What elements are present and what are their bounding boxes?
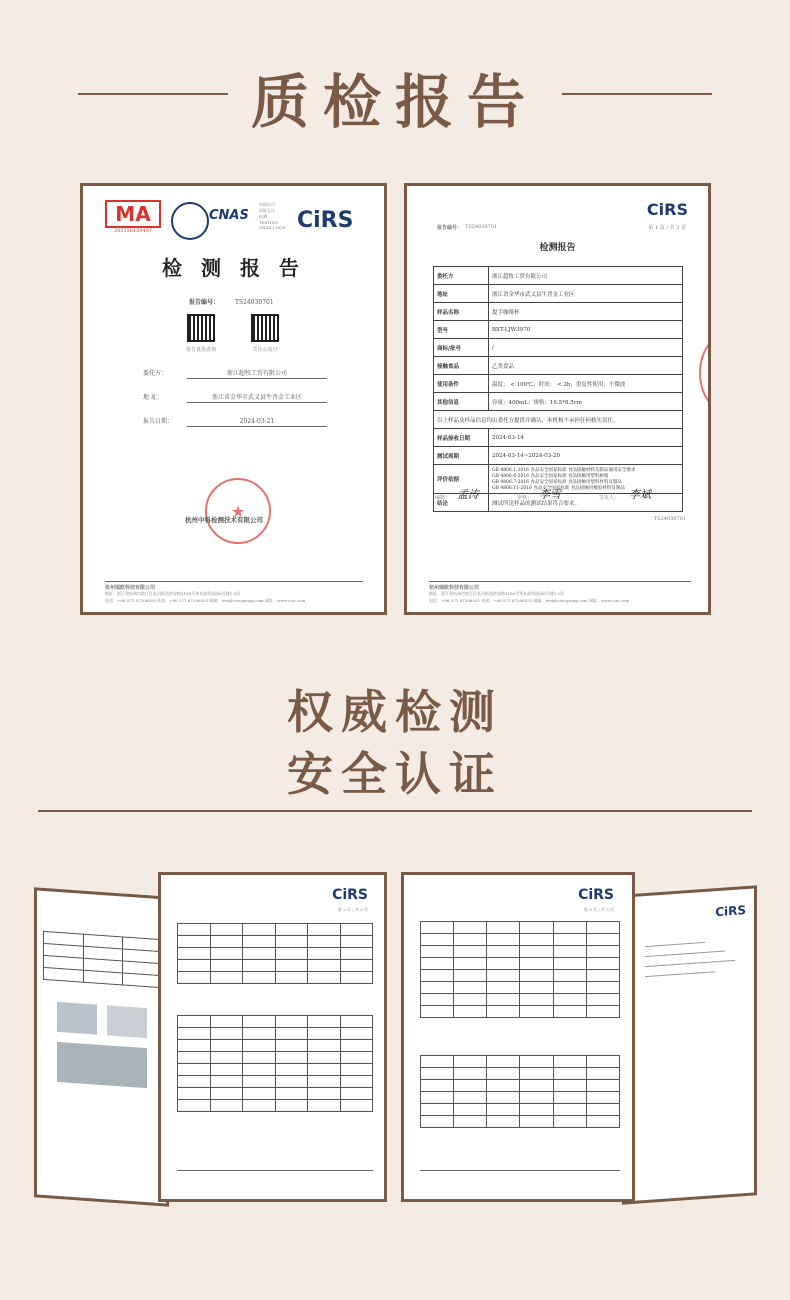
cnas-text: CNAS: [209, 208, 249, 223]
row-value: 浙江超牧工贸有限公司: [489, 267, 683, 285]
row-key: 使用条件: [434, 375, 489, 393]
report-cover: [80, 183, 387, 615]
report-footer-company: 杭州瑞欧科技有限公司: [429, 585, 480, 591]
sign3-label: 签发人：: [599, 495, 620, 501]
page2-cirs-logo: CiRS: [332, 887, 368, 903]
row-value: 2024-03-14: [489, 429, 683, 447]
table-row: [434, 339, 683, 357]
text-line: [645, 951, 725, 958]
report-no: TS24030701: [465, 224, 498, 230]
page3-table-1: [420, 921, 620, 1018]
cover-footer-tel: 电话：+86 571 87206555 传真：+86 571 87206533 邮箱：test@cirs-group.com 网址：www.cirs.com: [105, 598, 306, 603]
row-key: 商标/批号: [434, 339, 489, 357]
sample-photo-3: [57, 1042, 147, 1088]
sign2-signature: 李雪: [539, 488, 561, 501]
mini-table-left: [43, 931, 163, 988]
row-value: /: [489, 339, 683, 357]
page3-page-number: 第 3 页 / 共 3 页: [583, 907, 614, 912]
date-label: 报告日期：: [143, 418, 174, 425]
report-page-1: [404, 183, 711, 615]
row-key: 测试周期: [434, 447, 489, 465]
stamp-star-icon: ★: [230, 501, 246, 521]
page2-page-number: 第 2 页 / 共 3 页: [337, 907, 368, 912]
row-key: 委托方: [434, 267, 489, 285]
bottom-doc-page-3: [401, 872, 635, 1202]
row-value: 提手咖啡杯: [489, 303, 683, 321]
page3-cirs-logo: CiRS: [578, 887, 614, 903]
row-key: 样品名称: [434, 303, 489, 321]
table-row: [434, 447, 683, 465]
qr2-caption: 关注公众号: [252, 347, 278, 353]
row-value: 测试所送样品的测试结果符合要求。: [489, 494, 683, 512]
row-key: 接触食品: [434, 357, 489, 375]
row-value: 温度： < 100℃；时间： < 2h；重复性使用；不微波: [489, 375, 683, 393]
cover-report-no: TS24030701: [235, 299, 274, 306]
row-value: BXT-LJW3970: [489, 321, 683, 339]
sign1-label: 编制：: [435, 495, 451, 501]
section-divider: [38, 810, 752, 812]
page3-table-2: [420, 1055, 620, 1128]
cirs-logo: CiRS: [297, 208, 354, 233]
row-value: GB 4806.1-2016 食品安全国家标准 食品接触材料及制品通用安全要求 GB 4806.6-2016 食品安全国家标准 食品接触用塑料树脂 GB 4806.7-2016 食品安全国家标准 食品接触用塑料材料及制品 GB 4806.11-2016 食品安全国家标准 食品接触用橡胶材料及制品: [489, 465, 683, 494]
slogan-line-2: 安全认证: [287, 747, 503, 801]
row-key: 型号: [434, 321, 489, 339]
bottom-doc-far-left: [34, 887, 169, 1206]
table-row: [434, 285, 683, 303]
row-value: 浙江省金华市武义县牛背金工业区: [489, 285, 683, 303]
report-title: 检测报告: [539, 243, 576, 253]
table-row: [434, 429, 683, 447]
page3-footer-divider: [420, 1170, 620, 1171]
row-value: 乙类食品: [489, 357, 683, 375]
table-row: [434, 267, 683, 285]
table-row: [434, 375, 683, 393]
cma-logo: [105, 200, 161, 238]
client-value: 浙江超牧工贸有限公司: [187, 370, 327, 379]
address-label: 地 址：: [143, 394, 163, 401]
cover-report-no-label: 报告编号：: [189, 299, 220, 306]
address-value: 浙江省金华市武义县牛背金工业区: [187, 394, 327, 403]
row-value: 容量：400mL；规格：16.5*8.5cm: [489, 393, 683, 411]
cover-company: 杭州中科检测技术有限公司: [185, 516, 263, 524]
report-footer-divider: [429, 581, 691, 582]
client-label: 委托方：: [143, 370, 168, 377]
table-row: [434, 357, 683, 375]
row-note: 以上样品及样品信息均由委托方提供并确认，本机构不承担任何核实责任。: [434, 411, 683, 429]
official-stamp: [205, 478, 271, 544]
qr1-caption: 报告真伪查询: [185, 347, 216, 353]
sign2-label: 审核：: [517, 495, 533, 501]
cnas-caption: 中国认可 国际互认 检测 TESTING CNAS L7629: [259, 202, 286, 230]
text-line: [645, 971, 715, 977]
text-line: [645, 960, 735, 967]
wechat-qr-code[interactable]: [251, 314, 279, 342]
cover-title: 检 测 报 告: [162, 256, 305, 280]
date-value: 2024-03-21: [187, 418, 327, 427]
row-key: 地址: [434, 285, 489, 303]
table-row: [434, 303, 683, 321]
sign3-signature: 李斌: [629, 488, 651, 501]
table-row: [434, 411, 683, 429]
cma-number: 203150130457: [113, 228, 153, 234]
cnas-logo: [209, 208, 257, 232]
table-row: [434, 321, 683, 339]
bottom-doc-far-right: [622, 885, 757, 1204]
report-page-number: 第 1 页 / 共 3 页: [648, 225, 686, 231]
cover-footer-divider: [105, 581, 363, 582]
row-key: 结论: [434, 494, 489, 512]
cover-footer-address: 地址：浙江省杭州市滨江区长河街道滨安路1180号华业高科技园6号楼1-2层: [105, 591, 241, 596]
slogan-line-1: 权威检测: [287, 685, 503, 739]
verify-qr-code[interactable]: [187, 314, 215, 342]
edge-stamp: [699, 336, 711, 410]
row-key: 样品接收日期: [434, 429, 489, 447]
far-right-cirs-logo: CiRS: [715, 903, 746, 920]
page-title: 质检报告: [250, 68, 539, 136]
page2-table-1: [177, 923, 373, 984]
ilac-globe-icon: [171, 202, 209, 240]
cover-footer-company: 杭州瑞欧科技有限公司: [105, 585, 156, 591]
row-key: 评价依据: [434, 465, 489, 494]
text-line: [645, 942, 705, 947]
report-footer-tel: 电话：+86 571 87206555 传真：+86 571 87206533 邮箱：test@cirs-group.com 网址：www.cirs.com: [429, 598, 630, 603]
report-table: [433, 266, 683, 512]
row-value: 2024-03-14~2024-03-20: [489, 447, 683, 465]
bottom-doc-page-2: [158, 872, 387, 1202]
report-footer-address: 地址：浙江省杭州市滨江区长河街道滨安路1180号华业高科技园6号楼1-2层: [429, 591, 565, 596]
page2-footer-divider: [177, 1170, 373, 1171]
issue-no: TS24030701: [653, 516, 686, 522]
report-no-label: 报告编号：: [437, 225, 463, 231]
cma-icon: MA: [105, 200, 161, 228]
row-key: 其他信息: [434, 393, 489, 411]
sample-photo-1: [57, 1002, 97, 1035]
page-header: [0, 55, 790, 135]
sample-photo-2: [107, 1005, 147, 1038]
sign1-signature: 孟涛: [457, 488, 479, 501]
page2-table-2: [177, 1015, 373, 1112]
report-cirs-logo: CiRS: [646, 200, 688, 219]
table-row: [434, 393, 683, 411]
